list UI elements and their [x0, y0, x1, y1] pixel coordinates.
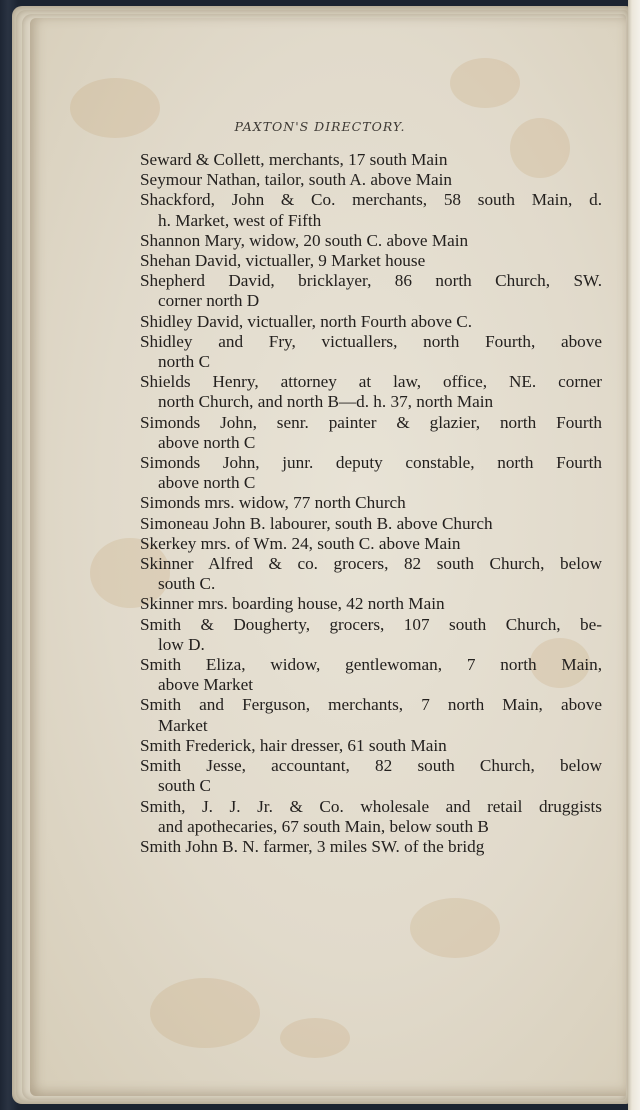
directory-entry [140, 493, 602, 513]
directory-entry [140, 797, 602, 837]
directory-entry [140, 150, 602, 170]
entry-continuation-line: south C. [158, 574, 216, 594]
directory-entry [140, 837, 602, 857]
entry-line: Smith Eliza, widow, gentlewoman, 7 north Main, [140, 655, 602, 675]
directory-entry [140, 736, 602, 756]
directory-entry [140, 594, 602, 614]
directory-entry [140, 312, 602, 332]
entry-continuation-line: above Market [158, 675, 253, 695]
entry-line: Shidley and Fry, victuallers, north Fourth, above [140, 331, 602, 351]
facing-page-edge [628, 0, 640, 1110]
entry-line: Shannon Mary, widow, 20 south C. above Main [140, 230, 469, 250]
entry-line: Shepherd David, bricklayer, 86 north Church, SW. [140, 271, 602, 291]
directory-entry [140, 453, 602, 493]
directory-entry [140, 271, 602, 311]
entry-continuation-line: south C [158, 776, 212, 796]
directory-entry [140, 695, 602, 735]
entry-line: Shehan David, victualler, 9 Market house [140, 251, 426, 271]
running-header: PAXTON'S DIRECTORY. [234, 119, 406, 134]
entry-continuation-line: north C [158, 352, 211, 372]
entry-line: Simonds mrs. widow, 77 north Church [140, 493, 406, 513]
entry-line: Simonds John, junr. deputy constable, north Fourth [140, 453, 602, 473]
directory-entry [140, 231, 602, 251]
directory-entry [140, 615, 602, 655]
entry-continuation-line: corner north D [158, 291, 260, 311]
directory-entry [140, 251, 602, 271]
directory-entry [140, 655, 602, 695]
directory-entry [140, 332, 602, 372]
entry-line: Seymour Nathan, tailor, south A. above Main [140, 170, 452, 190]
directory-entries [140, 150, 602, 857]
directory-entry [140, 554, 602, 594]
entry-line: Smith Jesse, accountant, 82 south Church, below [140, 756, 602, 776]
entry-line: Simoneau John B. labourer, south B. above Church [140, 513, 493, 533]
directory-entry [140, 534, 602, 554]
entry-continuation-line: and apothecaries, 67 south Main, below south B [158, 816, 489, 836]
directory-entry [140, 756, 602, 796]
directory-entry [140, 170, 602, 190]
directory-entry [140, 372, 602, 412]
entry-continuation-line: above north C [158, 432, 256, 452]
entry-line: Shields Henry, attorney at law, office, NE. corner [140, 372, 602, 392]
entry-line: Seward & Collett, merchants, 17 south Main [140, 150, 448, 169]
entry-line: Shackford, John & Co. merchants, 58 south Main, d. [140, 190, 602, 210]
entry-continuation-line: low D. [158, 634, 205, 654]
entry-line: Smith Frederick, hair dresser, 61 south Main [140, 735, 447, 755]
entry-continuation-line: Market [158, 715, 208, 735]
entry-line: Smith John B. N. farmer, 3 miles SW. of the bridg [140, 836, 485, 856]
entry-line: Simonds John, senr. painter & glazier, north Fourth [140, 412, 602, 432]
directory-entry [140, 514, 602, 534]
directory-entry [140, 190, 602, 230]
entry-continuation-line: h. Market, west of Fifth [158, 210, 322, 230]
entry-line: Smith, J. J. Jr. & Co. wholesale and retail druggists [140, 796, 602, 816]
directory-entry [140, 413, 602, 453]
entry-line: Smith and Ferguson, merchants, 7 north Main, above [140, 695, 602, 715]
entry-continuation-line: north Church, and north B—d. h. 37, north Main [158, 392, 494, 412]
entry-continuation-line: above north C [158, 473, 256, 493]
entry-line: Smith & Dougherty, grocers, 107 south Church, be- [140, 614, 602, 634]
entry-line: Skinner Alfred & co. grocers, 82 south Church, below [140, 554, 602, 574]
entry-line: Skinner mrs. boarding house, 42 north Main [140, 594, 445, 614]
entry-line: Shidley David, victualler, north Fourth above C. [140, 311, 473, 331]
entry-line: Skerkey mrs. of Wm. 24, south C. above Main [140, 533, 461, 553]
